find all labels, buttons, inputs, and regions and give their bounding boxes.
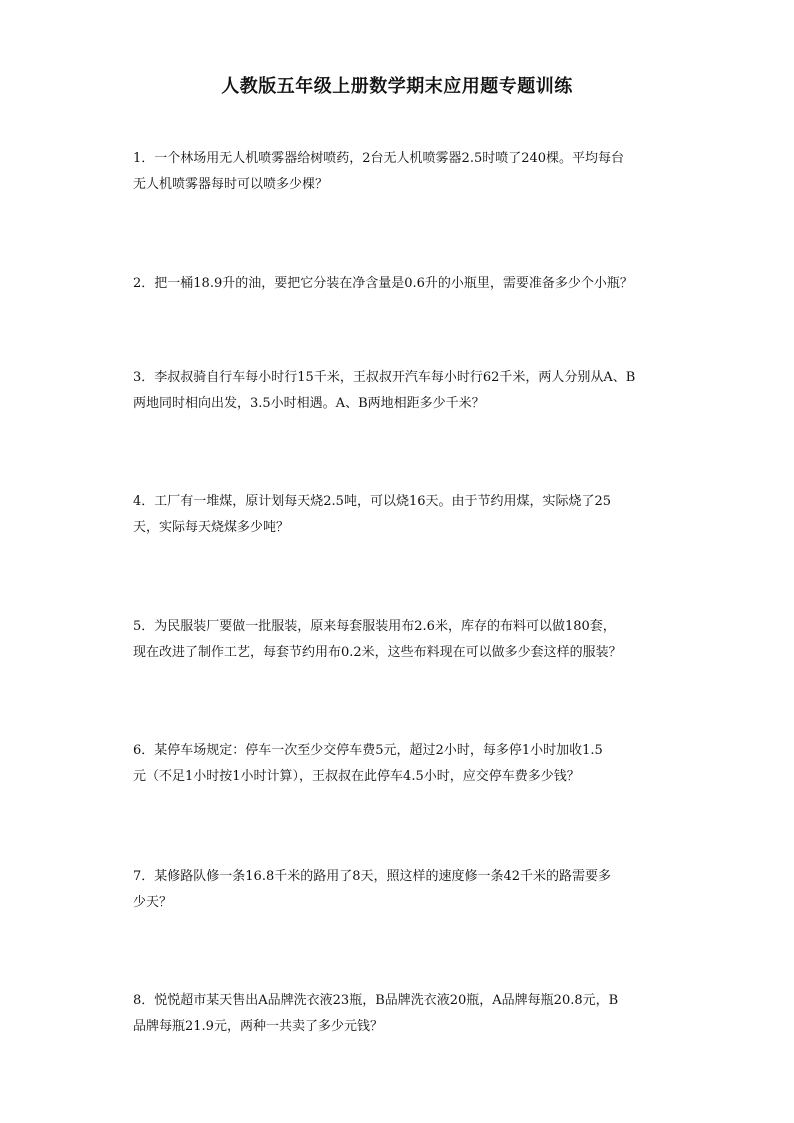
question-1: [133, 146, 678, 198]
question-2: [133, 271, 678, 297]
page-title: 人教版五年级上册数学期末应用题专题训练: [221, 76, 573, 97]
question-line: 4．工厂有一堆煤，原计划每天烧2.5吨，可以烧16天。由于节约用煤，实际烧了25: [133, 494, 612, 509]
question-8: [133, 988, 678, 1040]
question-7: [133, 864, 678, 916]
question-line: 元（不足1小时按1小时计算），王叔叔在此停车4.5小时，应交停车费多少钱？: [133, 769, 580, 784]
question-line: 5．为民服装厂要做一批服装，原来每套服装用布2.6米，库存的布料可以做180套，: [133, 619, 616, 634]
question-line: 两地同时相向出发，3.5小时相遇。A、B两地相距多少千米？: [133, 396, 485, 411]
question-line: 现在改进了制作工艺，每套节约用布0.2米，这些布料现在可以做多少套这样的服装？: [133, 645, 622, 660]
question-6: [133, 738, 678, 790]
question-line: 3．李叔叔骑自行车每小时行15千米，王叔叔开汽车每小时行62千米，两人分别从A、B: [133, 370, 636, 385]
question-line: 8．悦悦超市某天售出A品牌洗衣液23瓶，B品牌洗衣液20瓶，A品牌每瓶20.8元，B: [133, 993, 619, 1008]
question-line: 6．某停车场规定：停车一次至少交停车费5元，超过2小时，每多停1小时加收1.5: [133, 743, 603, 758]
question-line: 无人机喷雾器每时可以喷多少棵？: [133, 177, 329, 192]
question-3: [133, 365, 678, 417]
question-5: [133, 614, 678, 666]
question-line: 品牌每瓶21.9元，两种一共卖了多少元钱？: [133, 1019, 383, 1034]
question-4: [133, 489, 678, 541]
question-line: 1．一个林场用无人机喷雾器给树喷药，2台无人机喷雾器2.5时喷了240棵。平均每台: [133, 151, 625, 166]
question-line: 天，实际每天烧煤多少吨？: [133, 520, 290, 535]
question-line: 2．把一桶18.9升的油，要把它分装在净含量是0.6升的小瓶里，需要准备多少个小瓶？: [133, 276, 633, 291]
question-line: 少天？: [133, 895, 173, 910]
question-line: 7．某修路队修一条16.8千米的路用了8天，照这样的速度修一条42千米的路需要多: [133, 869, 612, 884]
